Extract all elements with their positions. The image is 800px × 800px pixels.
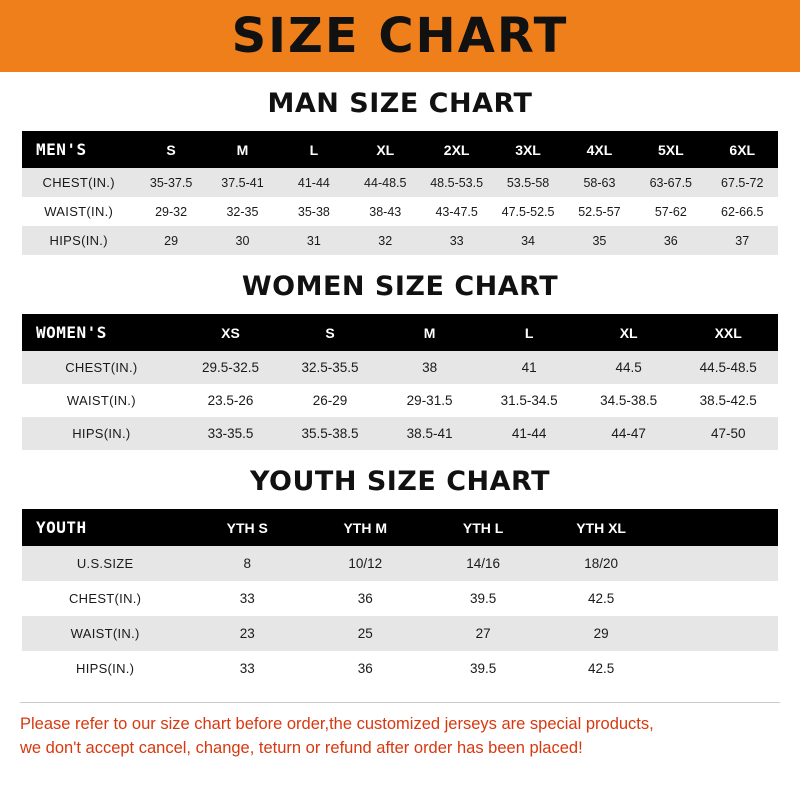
cell: 44.5-48.5 — [678, 351, 778, 384]
row-label-waist: WAIST(IN.) — [22, 197, 135, 226]
cell: 31 — [278, 226, 349, 255]
cell: 25 — [306, 616, 424, 651]
section-title-man: MAN SIZE CHART — [267, 88, 533, 119]
cell: 8 — [188, 546, 306, 581]
cell: 32-35 — [207, 197, 278, 226]
col-man-5: 3XL — [492, 131, 563, 168]
table-women-head — [22, 314, 778, 351]
table-row — [22, 417, 778, 450]
cell — [660, 616, 778, 651]
col-man-8: 6XL — [707, 131, 778, 168]
cell: 38.5-42.5 — [678, 384, 778, 417]
header-banner — [0, 0, 800, 72]
table-row — [22, 226, 778, 255]
table-man-body — [22, 168, 778, 255]
cell: 39.5 — [424, 651, 542, 686]
col-women-0: XS — [181, 314, 281, 351]
cell: 23 — [188, 616, 306, 651]
col-man-7: 5XL — [635, 131, 706, 168]
col-youth-0: YTH S — [188, 509, 306, 546]
table-women-size — [22, 314, 778, 450]
cell: 42.5 — [542, 581, 660, 616]
cell: 57-62 — [635, 197, 706, 226]
section-youth — [0, 466, 800, 686]
col-man-4: 2XL — [421, 131, 492, 168]
cell: 44.5 — [579, 351, 679, 384]
cell: 58-63 — [564, 168, 635, 197]
section-man — [0, 88, 800, 255]
col-man-6: 4XL — [564, 131, 635, 168]
cell — [660, 581, 778, 616]
cell: 47-50 — [678, 417, 778, 450]
table-row — [22, 616, 778, 651]
section-title-youth: YOUTH SIZE CHART — [249, 466, 551, 497]
section-title-women: WOMEN SIZE CHART — [241, 271, 559, 302]
policy-note-line-2: we don't accept cancel, change, teturn or refund after order has been placed! — [20, 738, 583, 757]
policy-note-line-1: Please refer to our size chart before order,the customized jerseys are special products, — [20, 715, 654, 733]
page-title: SIZE CHART — [231, 8, 569, 64]
col-youth-1: YTH M — [306, 509, 424, 546]
cell: 33 — [188, 651, 306, 686]
cell: 53.5-58 — [492, 168, 563, 197]
table-row — [22, 197, 778, 226]
col-man-2: L — [278, 131, 349, 168]
cell: 29 — [135, 226, 206, 255]
cell: 36 — [306, 581, 424, 616]
col-man-3: XL — [350, 131, 421, 168]
cell: 29-32 — [135, 197, 206, 226]
cell: 37 — [707, 226, 778, 255]
table-header-row — [22, 131, 778, 168]
cell: 36 — [635, 226, 706, 255]
cell: 37.5-41 — [207, 168, 278, 197]
col-women-5: XXL — [678, 314, 778, 351]
cell: 33 — [188, 581, 306, 616]
cell: 32.5-35.5 — [280, 351, 380, 384]
cell: 62-66.5 — [707, 197, 778, 226]
table-youth-corner: YOUTH — [22, 509, 188, 546]
table-man-head — [22, 131, 778, 168]
table-man-corner: MEN'S — [22, 131, 135, 168]
cell: 33 — [421, 226, 492, 255]
cell: 23.5-26 — [181, 384, 281, 417]
cell — [660, 651, 778, 686]
cell: 35-38 — [278, 197, 349, 226]
col-women-3: L — [479, 314, 579, 351]
table-row — [22, 651, 778, 686]
table-youth-head — [22, 509, 778, 546]
row-label-waist: WAIST(IN.) — [22, 384, 181, 417]
row-label-waist: WAIST(IN.) — [22, 616, 188, 651]
cell: 26-29 — [280, 384, 380, 417]
table-row — [22, 546, 778, 581]
col-youth-4 — [660, 509, 778, 546]
row-label-hips: HIPS(IN.) — [22, 226, 135, 255]
cell: 36 — [306, 651, 424, 686]
col-youth-3: YTH XL — [542, 509, 660, 546]
table-row — [22, 168, 778, 197]
cell: 14/16 — [424, 546, 542, 581]
table-women-corner: WOMEN'S — [22, 314, 181, 351]
table-header-row — [22, 509, 778, 546]
cell: 41 — [479, 351, 579, 384]
cell: 30 — [207, 226, 278, 255]
cell — [660, 546, 778, 581]
table-row — [22, 581, 778, 616]
row-label-chest: CHEST(IN.) — [22, 168, 135, 197]
cell: 67.5-72 — [707, 168, 778, 197]
cell: 44-47 — [579, 417, 679, 450]
cell: 32 — [350, 226, 421, 255]
col-women-4: XL — [579, 314, 679, 351]
cell: 39.5 — [424, 581, 542, 616]
cell: 34.5-38.5 — [579, 384, 679, 417]
row-label-us-size: U.S.SIZE — [22, 546, 188, 581]
row-label-chest: CHEST(IN.) — [22, 581, 188, 616]
section-women — [0, 271, 800, 450]
row-label-hips: HIPS(IN.) — [22, 651, 188, 686]
cell: 31.5-34.5 — [479, 384, 579, 417]
cell: 41-44 — [278, 168, 349, 197]
cell: 38-43 — [350, 197, 421, 226]
cell: 29 — [542, 616, 660, 651]
row-label-chest: CHEST(IN.) — [22, 351, 181, 384]
table-row — [22, 351, 778, 384]
table-man-size — [22, 131, 778, 255]
table-header-row — [22, 314, 778, 351]
table-youth-size — [22, 509, 778, 686]
table-youth-body — [22, 546, 778, 686]
cell: 29.5-32.5 — [181, 351, 281, 384]
cell: 10/12 — [306, 546, 424, 581]
cell: 41-44 — [479, 417, 579, 450]
col-women-2: M — [380, 314, 480, 351]
table-row — [22, 384, 778, 417]
cell: 34 — [492, 226, 563, 255]
cell: 38 — [380, 351, 480, 384]
cell: 35 — [564, 226, 635, 255]
cell: 63-67.5 — [635, 168, 706, 197]
cell: 38.5-41 — [380, 417, 480, 450]
cell: 43-47.5 — [421, 197, 492, 226]
cell: 48.5-53.5 — [421, 168, 492, 197]
col-women-1: S — [280, 314, 380, 351]
col-man-1: M — [207, 131, 278, 168]
policy-note — [20, 702, 780, 761]
cell: 29-31.5 — [380, 384, 480, 417]
cell: 44-48.5 — [350, 168, 421, 197]
cell: 35.5-38.5 — [280, 417, 380, 450]
cell: 18/20 — [542, 546, 660, 581]
cell: 35-37.5 — [135, 168, 206, 197]
table-women-body — [22, 351, 778, 450]
cell: 33-35.5 — [181, 417, 281, 450]
cell: 27 — [424, 616, 542, 651]
cell: 52.5-57 — [564, 197, 635, 226]
cell: 47.5-52.5 — [492, 197, 563, 226]
row-label-hips: HIPS(IN.) — [22, 417, 181, 450]
cell: 42.5 — [542, 651, 660, 686]
col-youth-2: YTH L — [424, 509, 542, 546]
col-man-0: S — [135, 131, 206, 168]
